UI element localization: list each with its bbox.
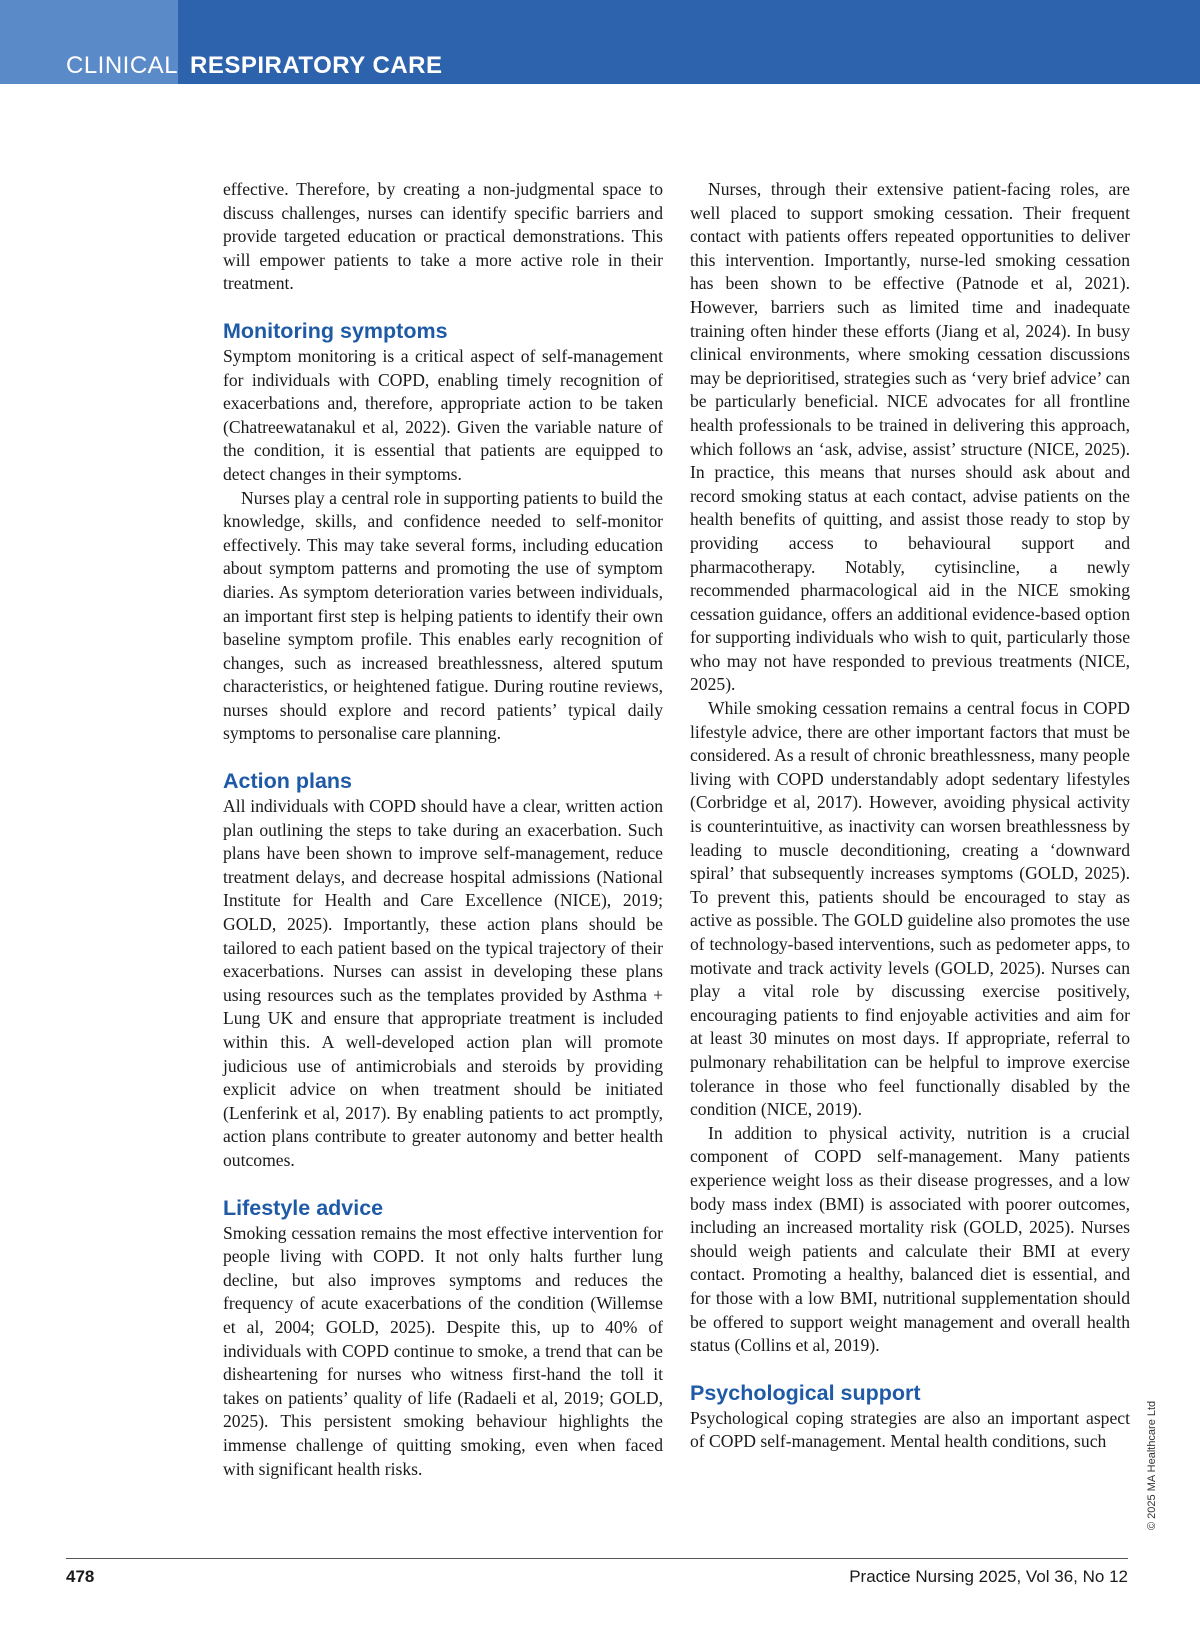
- lifestyle-paragraph-1: Smoking cessation remains the most effective intervention for people living with COPD. It not only halts further lung decline, but also improves symptoms and reduces the frequency of acute exacerbations of the condition (Willemse et al, 2004; GOLD, 2025). Despite this, up to 40% of individuals with COPD continue to smoke, a trend that can be disheartening for nurses who witness first-hand the toll it takes on patients’ quality of life (Radaeli et al, 2019; GOLD, 2025). This persistent smoking behaviour highlights the immense challenge of quitting smoking, even when faced with significant health risks.: [223, 1222, 663, 1479]
- monitoring-paragraph-1: Symptom monitoring is a critical aspect of self-management for individuals with COPD, enabling timely recognition of exacerbations and, therefore, appropriate action to be taken (Chatreewatanakul et al, 2022). Given the variable nature of the condition, it is essential that patients are equipped to detect changes in their symptoms.: [223, 345, 663, 484]
- right-column: [690, 178, 1130, 1454]
- header-section-label: CLINICAL: [66, 52, 179, 79]
- page-number: 478: [66, 1567, 95, 1586]
- smoking-cessation-paragraph: Nurses, through their extensive patient-facing roles, are well placed to support smoking cessation. Their frequent contact with patients offers repeated opportunities to deliver this intervention. Importantly, nurse-led smoking cessation has been shown to be effective (Patnode et al, 2021). However, barriers such as limited time and inadequate training often hinder these efforts (Jiang et al, 2024). In busy clinical environments, where smoking cessation discussions may be deprioritised, strategies such as ‘very brief advice’ can be particularly beneficial. NICE advocates for all frontline health professionals to be trained in delivering this approach, which follows an ‘ask, advise, assist’ structure (NICE, 2025). In practice, this means that nurses should ask about and record smoking status at each contact, advise patients on the health benefits of quitting, and assist those ready to stop by providing access to behavioural support and pharmacotherapy. Notably, cytisincline, a newly recommended pharmacological aid in the NICE smoking cessation guidance, offers an additional evidence-based option for supporting individuals who wish to quit, particularly those who may not have responded to previous treatments (NICE, 2025).: [690, 179, 1130, 695]
- left-column: [223, 178, 663, 1481]
- monitoring-symptoms-heading: Monitoring symptoms: [223, 318, 448, 343]
- lifestyle-advice-heading: Lifestyle advice: [223, 1195, 384, 1220]
- footer-divider: [66, 1558, 1128, 1559]
- copyright-notice: © 2025 MA Healthcare Ltd: [1146, 1400, 1158, 1530]
- action-plans-paragraph: All individuals with COPD should have a clear, written action plan outlining the steps to take during an exacerbation. Such plans have been shown to improve self-management, reduce treatment delays, and decrease hospital admissions (National Institute for Health and Care Excellence (NICE), 2019; GOLD, 2025). Importantly, these action plans should be tailored to each patient based on the typical trajectory of their exacerbations. Nurses can assist in developing these plans using resources such as the templates provided by Asthma + Lung UK and ensure that appropriate treatment is included within this. A well-developed action plan will promote judicious use of antimicrobials and steroids by providing explicit advice on when treatment should be initiated (Lenferink et al, 2017). By enabling patients to act promptly, action plans contribute to greater autonomy and better health outcomes.: [223, 796, 663, 1170]
- header-topic-label: RESPIRATORY CARE: [190, 52, 443, 79]
- physical-activity-paragraph: While smoking cessation remains a central focus in COPD lifestyle advice, there are other important factors that must be considered. As a result of chronic breathlessness, many people living with COPD understandably adopt sedentary lifestyles (Corbridge et al, 2017). However, avoiding physical activity is counterintuitive, as inactivity can worsen breathlessness by leading to muscle deconditioning, creating a ‘downward spiral’ that subsequently increases symptoms (GOLD, 2025). To prevent this, patients should be encouraged to stay as active as possible. The GOLD guideline also promotes the use of technology-based interventions, such as pedometer apps, to motivate and track activity levels (GOLD, 2025). Nurses can play a vital role by discussing exercise positively, encouraging patients to find enjoyable activities and aim for at least 30 minutes on most days. If appropriate, referral to pulmonary rehabilitation can be helpful to improve exercise tolerance in those who feel functionally disabled by the condition (NICE, 2019).: [690, 698, 1130, 1120]
- nutrition-paragraph: In addition to physical activity, nutrition is a crucial component of COPD self-management. Many patients experience weight loss as their disease progresses, and a low body mass index (BMI) is associated with poorer outcomes, including an increased mortality risk (GOLD, 2025). Nurses should weigh patients and calculate their BMI at every contact. Promoting a healthy, balanced diet is essential, and for those with a low BMI, nutritional supplementation should be offered to support weight management and overall health status (Collins et al, 2019).: [690, 1122, 1130, 1356]
- action-plans-heading: Action plans: [223, 769, 353, 794]
- monitoring-paragraph-2: Nurses play a central role in supporting patients to build the knowledge, skills, and confidence needed to self-monitor effectively. This may take several forms, including education about symptom patterns and promoting the use of symptom diaries. As symptom deterioration varies between individuals, an important first step is helping patients to identify their own baseline symptom profile. This enables early recognition of changes, such as increased breathlessness, altered sputum characteristics, or heightened fatigue. During routine reviews, nurses should explore and record patients’ typical daily symptoms to personalise care planning.: [223, 487, 663, 744]
- psychological-support-heading: Psychological support: [690, 1380, 921, 1405]
- psychological-paragraph: Psychological coping strategies are also an important aspect of COPD self-management. Mental health conditions, such: [690, 1407, 1130, 1452]
- intro-paragraph: effective. Therefore, by creating a non-judgmental space to discuss challenges, nurses can identify specific barriers and provide targeted education or practical demonstrations. This will empower patients to take a more active role in their treatment.: [223, 179, 663, 294]
- journal-citation: Practice Nursing 2025, Vol 36, No 12: [849, 1567, 1128, 1586]
